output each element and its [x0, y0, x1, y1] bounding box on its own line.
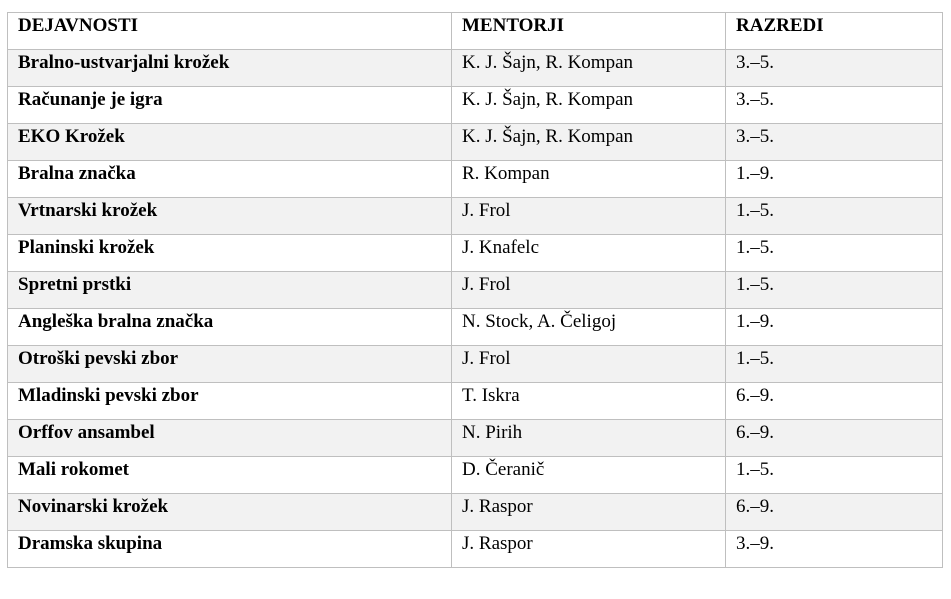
activity-grades: 1.–5. [726, 346, 943, 383]
activity-grades: 3.–5. [726, 124, 943, 161]
activity-name: Novinarski krožek [8, 494, 452, 531]
activity-mentors: J. Raspor [452, 494, 726, 531]
activity-grades: 3.–5. [726, 50, 943, 87]
header-mentors: MENTORJI [452, 13, 726, 50]
table-row [8, 50, 943, 87]
table-row [8, 494, 943, 531]
table-row [8, 272, 943, 309]
activity-mentors: J. Frol [452, 346, 726, 383]
activity-grades: 3.–5. [726, 87, 943, 124]
table-row [8, 420, 943, 457]
activity-name: Planinski krožek [8, 235, 452, 272]
activity-mentors: J. Knafelc [452, 235, 726, 272]
activity-name: Angleška bralna značka [8, 309, 452, 346]
activity-grades: 1.–9. [726, 309, 943, 346]
table-row [8, 87, 943, 124]
activity-name: Spretni prstki [8, 272, 452, 309]
activity-name: Bralna značka [8, 161, 452, 198]
activity-grades: 1.–5. [726, 198, 943, 235]
activity-name: Računanje je igra [8, 87, 452, 124]
activity-mentors: K. J. Šajn, R. Kompan [452, 124, 726, 161]
activity-name: EKO Krožek [8, 124, 452, 161]
header-activities: DEJAVNOSTI [8, 13, 452, 50]
activity-grades: 1.–5. [726, 272, 943, 309]
activity-name: Bralno-ustvarjalni krožek [8, 50, 452, 87]
activity-mentors: J. Frol [452, 272, 726, 309]
activity-mentors: J. Raspor [452, 531, 726, 568]
table-row [8, 346, 943, 383]
activity-grades: 6.–9. [726, 383, 943, 420]
header-row [8, 13, 943, 50]
activity-grades: 3.–9. [726, 531, 943, 568]
table-row [8, 124, 943, 161]
activity-mentors: D. Čeranič [452, 457, 726, 494]
activity-name: Mali rokomet [8, 457, 452, 494]
activity-mentors: N. Pirih [452, 420, 726, 457]
table-header [8, 13, 943, 50]
activity-name: Otroški pevski zbor [8, 346, 452, 383]
activity-name: Orffov ansambel [8, 420, 452, 457]
table-row [8, 161, 943, 198]
activity-mentors: J. Frol [452, 198, 726, 235]
table-row [8, 531, 943, 568]
table-row [8, 235, 943, 272]
activity-mentors: N. Stock, A. Čeligoj [452, 309, 726, 346]
activity-grades: 1.–9. [726, 161, 943, 198]
activity-mentors: K. J. Šajn, R. Kompan [452, 87, 726, 124]
activity-grades: 6.–9. [726, 420, 943, 457]
header-grades: RAZREDI [726, 13, 943, 50]
table-body [8, 50, 943, 568]
table-row [8, 383, 943, 420]
activity-name: Mladinski pevski zbor [8, 383, 452, 420]
activity-name: Vrtnarski krožek [8, 198, 452, 235]
table-row [8, 309, 943, 346]
activity-mentors: T. Iskra [452, 383, 726, 420]
activity-grades: 6.–9. [726, 494, 943, 531]
table-row [8, 457, 943, 494]
activity-grades: 1.–5. [726, 235, 943, 272]
activity-mentors: K. J. Šajn, R. Kompan [452, 50, 726, 87]
activity-name: Dramska skupina [8, 531, 452, 568]
activity-grades: 1.–5. [726, 457, 943, 494]
activity-mentors: R. Kompan [452, 161, 726, 198]
activities-table [7, 12, 943, 568]
table-row [8, 198, 943, 235]
